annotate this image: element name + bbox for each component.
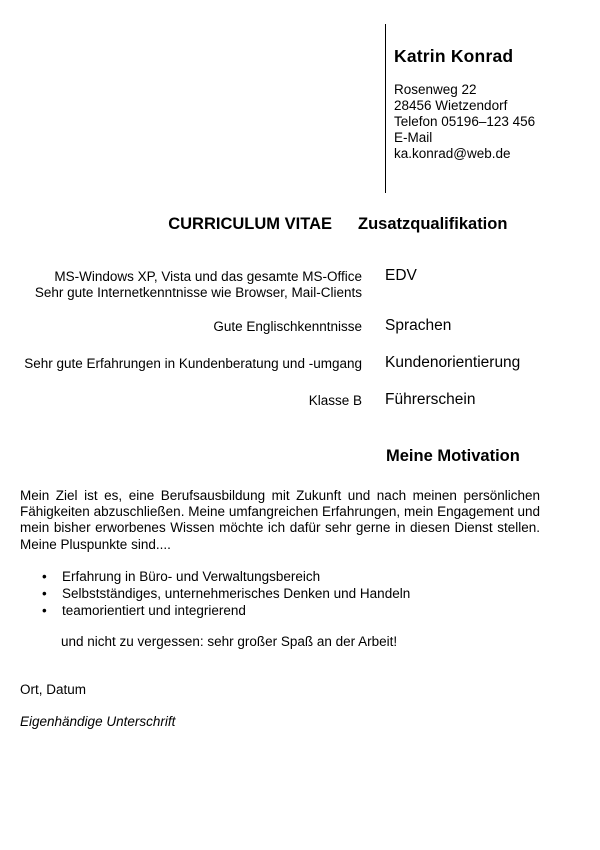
qualification-category-customer: Kundenorientierung [385, 354, 521, 371]
motivation-closing: und nicht zu vergessen: sehr großer Spaß an der Arbeit! [61, 634, 398, 649]
qualification-description-line: Sehr gute Erfahrungen in Kundenberatung und -umgang [24, 356, 362, 371]
bullet-icon: • [42, 603, 47, 618]
address-street: Rosenweg 22 [394, 82, 477, 97]
qualification-category-languages: Sprachen [385, 317, 452, 334]
applicant-name: Katrin Konrad [394, 46, 514, 66]
cv-title: CURRICULUM VITAE [168, 215, 332, 233]
address-email: ka.konrad@web.de [394, 146, 511, 161]
qualification-description-languages [213, 319, 362, 335]
list-item [40, 602, 410, 619]
list-item [40, 568, 410, 585]
strengths-list [40, 568, 410, 619]
contact-address-block [394, 82, 535, 162]
address-city: 28456 Wietzendorf [394, 98, 508, 113]
qualification-description-license [309, 393, 362, 409]
qualification-description-line: MS-Windows XP, Vista und das gesamte MS-Office [54, 269, 362, 284]
signature-line: Eigenhändige Unterschrift [20, 714, 176, 729]
list-item-text: teamorientiert und integrierend [62, 603, 246, 618]
address-email-label: E-Mail [394, 130, 433, 145]
header-divider-line [385, 24, 386, 193]
bullet-icon: • [42, 569, 47, 584]
qualification-description-customer [24, 356, 362, 372]
list-item-text: Erfahrung in Büro- und Verwaltungsbereich [62, 569, 321, 584]
qualification-description-line: Gute Englischkenntnisse [213, 319, 362, 334]
motivation-title: Meine Motivation [386, 447, 520, 465]
list-item-text: Selbstständiges, unternehmerisches Denken und Handeln [62, 586, 411, 601]
bullet-icon: • [42, 586, 47, 601]
place-date: Ort, Datum [20, 682, 87, 697]
qualification-description-line: Sehr gute Internetkenntnisse wie Browser, Mail-Clients [34, 285, 362, 300]
qualification-category-edv: EDV [385, 267, 417, 284]
motivation-paragraph: Mein Ziel ist es, eine Berufsausbildung mit Zukunft und nach meinen persönlichen Fähigkeiten abzuschließen. Meine umfangreichen Erfahrungen, mein Engagement und mein bisher erworbenes Wissen möchte ich dafür sehr gerne in diesen Dienst stellen. Meine Pluspunkte sind.... [20, 488, 540, 552]
qualifications-title: Zusatzqualifikation [358, 215, 508, 233]
address-phone: Telefon 05196–123 456 [394, 114, 536, 129]
qualification-category-license: Führerschein [385, 391, 476, 408]
qualification-description-edv [35, 269, 362, 301]
list-item [40, 585, 410, 602]
qualification-description-line: Klasse B [308, 393, 362, 408]
